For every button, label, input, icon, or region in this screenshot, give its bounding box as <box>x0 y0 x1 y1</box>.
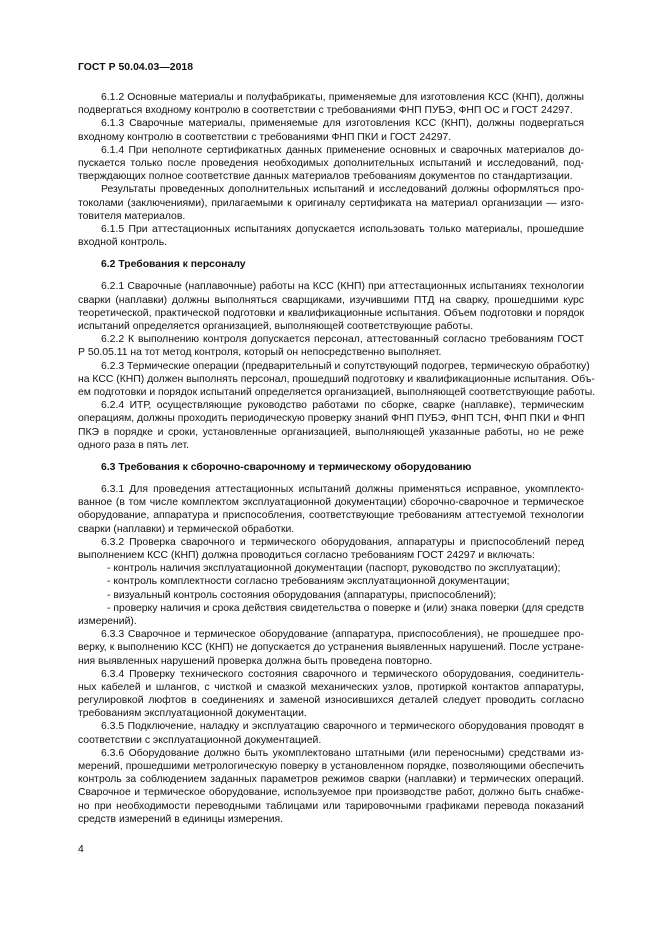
text-line: испытаний определяется организацией, выполняющей соответствующие работы. <box>78 321 474 332</box>
text-line: ных кабелей и шлангов, с чисткой и смазкой механических узлов, протиркой контактов аппаратуры, <box>78 681 584 693</box>
list-item <box>78 562 584 575</box>
text-line: 6.2.1 Сварочные (наплавочные) работы на КСС (КНП) при аттестационных испытаниях технологии <box>101 281 584 293</box>
text-line: верку, к выполнению КСС (КНП) не допускается до устранения выявленных нарушений. После устране- <box>78 642 584 654</box>
text-line: теоретической, практической подготовки и квалификационные испытания. Объем подготовки и порядок <box>78 307 584 319</box>
text-line: пускается только после проведения необходимых дополнительных испытаний и исследований, под- <box>78 157 584 169</box>
paragraph <box>78 628 584 668</box>
text-line: средств измерений в единицы измерения. <box>78 813 284 825</box>
text-line: одного раза в пять лет. <box>78 439 189 451</box>
text-line: подвергаться входному контролю в соответствии с требованиями ФНП ПУБЭ, ФНП ОС и ГОСТ 24297. <box>78 105 573 117</box>
paragraph <box>78 91 584 117</box>
text-line: 6.3.3 Сварочное и термическое оборудование (аппаратура, приспособления), не прошедшее про- <box>101 629 584 641</box>
section-heading: 6.2 Требования к персоналу <box>101 259 246 271</box>
paragraph <box>78 117 584 143</box>
paragraph <box>78 360 596 400</box>
text-line: выполнением КСС (КНП) должна проводиться согласно требованиям ГОСТ 24297 и включать: <box>78 550 535 561</box>
text-line: измерений). <box>78 615 137 627</box>
text-line: 6.2.3 Термические операции (предварительный и сопутствующий подогрев, термическую обработку) <box>101 360 590 372</box>
text-line: тверждающих полное соответствие данных материалов требованиям документов по стандартизации. <box>78 171 573 183</box>
text-line: товителя материалов. <box>78 210 186 222</box>
text-line: 6.3.4 Проверку технического состояния сварочного и термического оборудования, соединитель- <box>101 668 584 680</box>
paragraph <box>78 280 584 333</box>
text-line: сварки (наплавки) и термической обработки. <box>78 523 295 535</box>
paragraph <box>78 720 584 746</box>
text-line: 6.1.5 При аттестационных испытаниях допускается использовать только материалы, прошедшие <box>101 223 584 235</box>
text-line: - проверку наличия и срока действия свидетельства о поверке и (или) знака поверки (для средств <box>107 602 584 614</box>
text-line: на КСС (КНП) должен выполнять персонал, прошедший подготовку и квалификационные испытания. Объ- <box>78 373 595 385</box>
document-body <box>78 91 596 826</box>
list-item <box>78 602 584 628</box>
text-line: токолами (заключениями), прилагаемыми к оригиналу сертификата на материал организации — изго- <box>78 197 584 209</box>
section-spacer <box>78 474 584 483</box>
paragraph <box>78 536 584 562</box>
text-line: - контроль комплектности согласно требованиям эксплуатационной документации; <box>107 576 510 588</box>
text-line: требованиям эксплуатационной документации. <box>78 708 307 720</box>
text-line: Результаты проведенных дополнительных испытаний и исследований должны оформляться про- <box>101 184 584 196</box>
text-line: 6.1.2 Основные материалы и полуфабрикаты, применяемые для изготовления КСС (КНП), должны <box>101 92 584 103</box>
text-line: мерений, прошедшими метрологическую поверку в установленном порядке, позволяющими обеспечить <box>78 761 584 772</box>
page-number: 4 <box>78 844 84 855</box>
text-line: 6.2.4 ИТР, осуществляющие руководство работами по сборке, сварке (наплавке), термическим <box>101 400 584 412</box>
text-line: 6.2.2 К выполнению контроля допускается персонал, аттестованный согласно требованиям ГОСТ <box>101 334 584 346</box>
list-item <box>78 575 584 588</box>
document-header: ГОСТ Р 50.04.03—2018 <box>78 62 194 73</box>
section-spacer <box>78 271 584 280</box>
paragraph <box>78 747 584 826</box>
text-line: входной контроль. <box>78 237 168 249</box>
text-line: Сварочное и термическое оборудование, используемое при производстве работ, должно быть снабже- <box>78 787 584 799</box>
text-line: 6.1.4 При неполноте сертификатных данных применение основных и сварочных материалов до- <box>101 144 584 156</box>
text-line: ванное (в том числе комплектом эксплуатационной документации) сборочно-сварочное и термическое <box>78 497 584 509</box>
text-line: ем подготовки и порядок испытаний определяется организацией, выполняющей соответствующие работы. <box>78 386 596 398</box>
paragraph <box>78 483 584 536</box>
text-line: оборудование, аппаратура и приспособления, соответствующие требованиям аттестуемой технологии <box>78 510 584 522</box>
text-line: 6.3.5 Подключение, наладку и эксплуатацию сварочного и термического оборудования проводят в <box>101 721 584 733</box>
text-line: - контроль наличия эксплуатационной документации (паспорт, руководство по эксплуатации); <box>107 563 561 575</box>
text-line: 6.3.1 Для проведения аттестационных испытаний должны применяться исправное, укомплекто- <box>101 484 584 496</box>
text-line: контроль за соблюдением заданных параметров режимов сварки (наплавки) и термических операций. <box>78 774 584 786</box>
text-line: соответствии с эксплуатационной документацией. <box>78 734 322 746</box>
paragraph <box>78 183 584 223</box>
text-line: - визуальный контроль состояния оборудования (аппаратуры, приспособлений); <box>107 589 497 601</box>
paragraph <box>78 399 584 452</box>
text-line: операциям, должны проходить периодическую проверку знаний ФНП ПУБЭ, ФНП ТСН, ФНП ПКИ и ФНП <box>78 413 585 425</box>
text-line: ПКЭ в порядке и сроки, установленные организацией, выполняющей указанные работы, но не реже <box>78 426 584 438</box>
text-line: ния выявленных нарушений проверка должна быть проведена повторно. <box>78 655 433 667</box>
text-line: входному контролю в соответствии с требованиями ФНП ПКИ и ГОСТ 24297. <box>78 131 452 143</box>
text-line: 6.3.6 Оборудование должно быть укомплектовано штатными (или переносными) средствами из- <box>101 747 584 759</box>
text-line: 6.3.2 Проверка сварочного и термического оборудования, аппаратуры и приспособлений перед <box>101 536 584 548</box>
text-line: 6.1.3 Сварочные материалы, применяемые для изготовления КСС (КНП), должны подвергаться <box>101 118 584 130</box>
section-spacer <box>78 249 584 258</box>
section-spacer <box>78 452 584 461</box>
paragraph <box>78 144 584 184</box>
list-item <box>78 589 584 602</box>
text-line: сварки (наплавки) должны выполняться сварщиками, изучившими ПТД на сварку, прошедшими курс <box>78 294 584 306</box>
paragraph <box>78 223 584 249</box>
paragraph <box>78 668 584 721</box>
text-line: регулировкой люфтов в соединениях и заменой износившихся деталей следует проводить согласно <box>78 695 584 707</box>
text-line: но при необходимости переводными таблицами или тарировочными графиками перевода показаний <box>78 800 584 812</box>
paragraph <box>78 333 584 359</box>
section-heading: 6.3 Требования к сборочно-сварочному и термическому оборудованию <box>101 461 472 473</box>
text-line: Р 50.05.11 на тот метод контроля, который он непосредственно выполняет. <box>78 347 442 359</box>
